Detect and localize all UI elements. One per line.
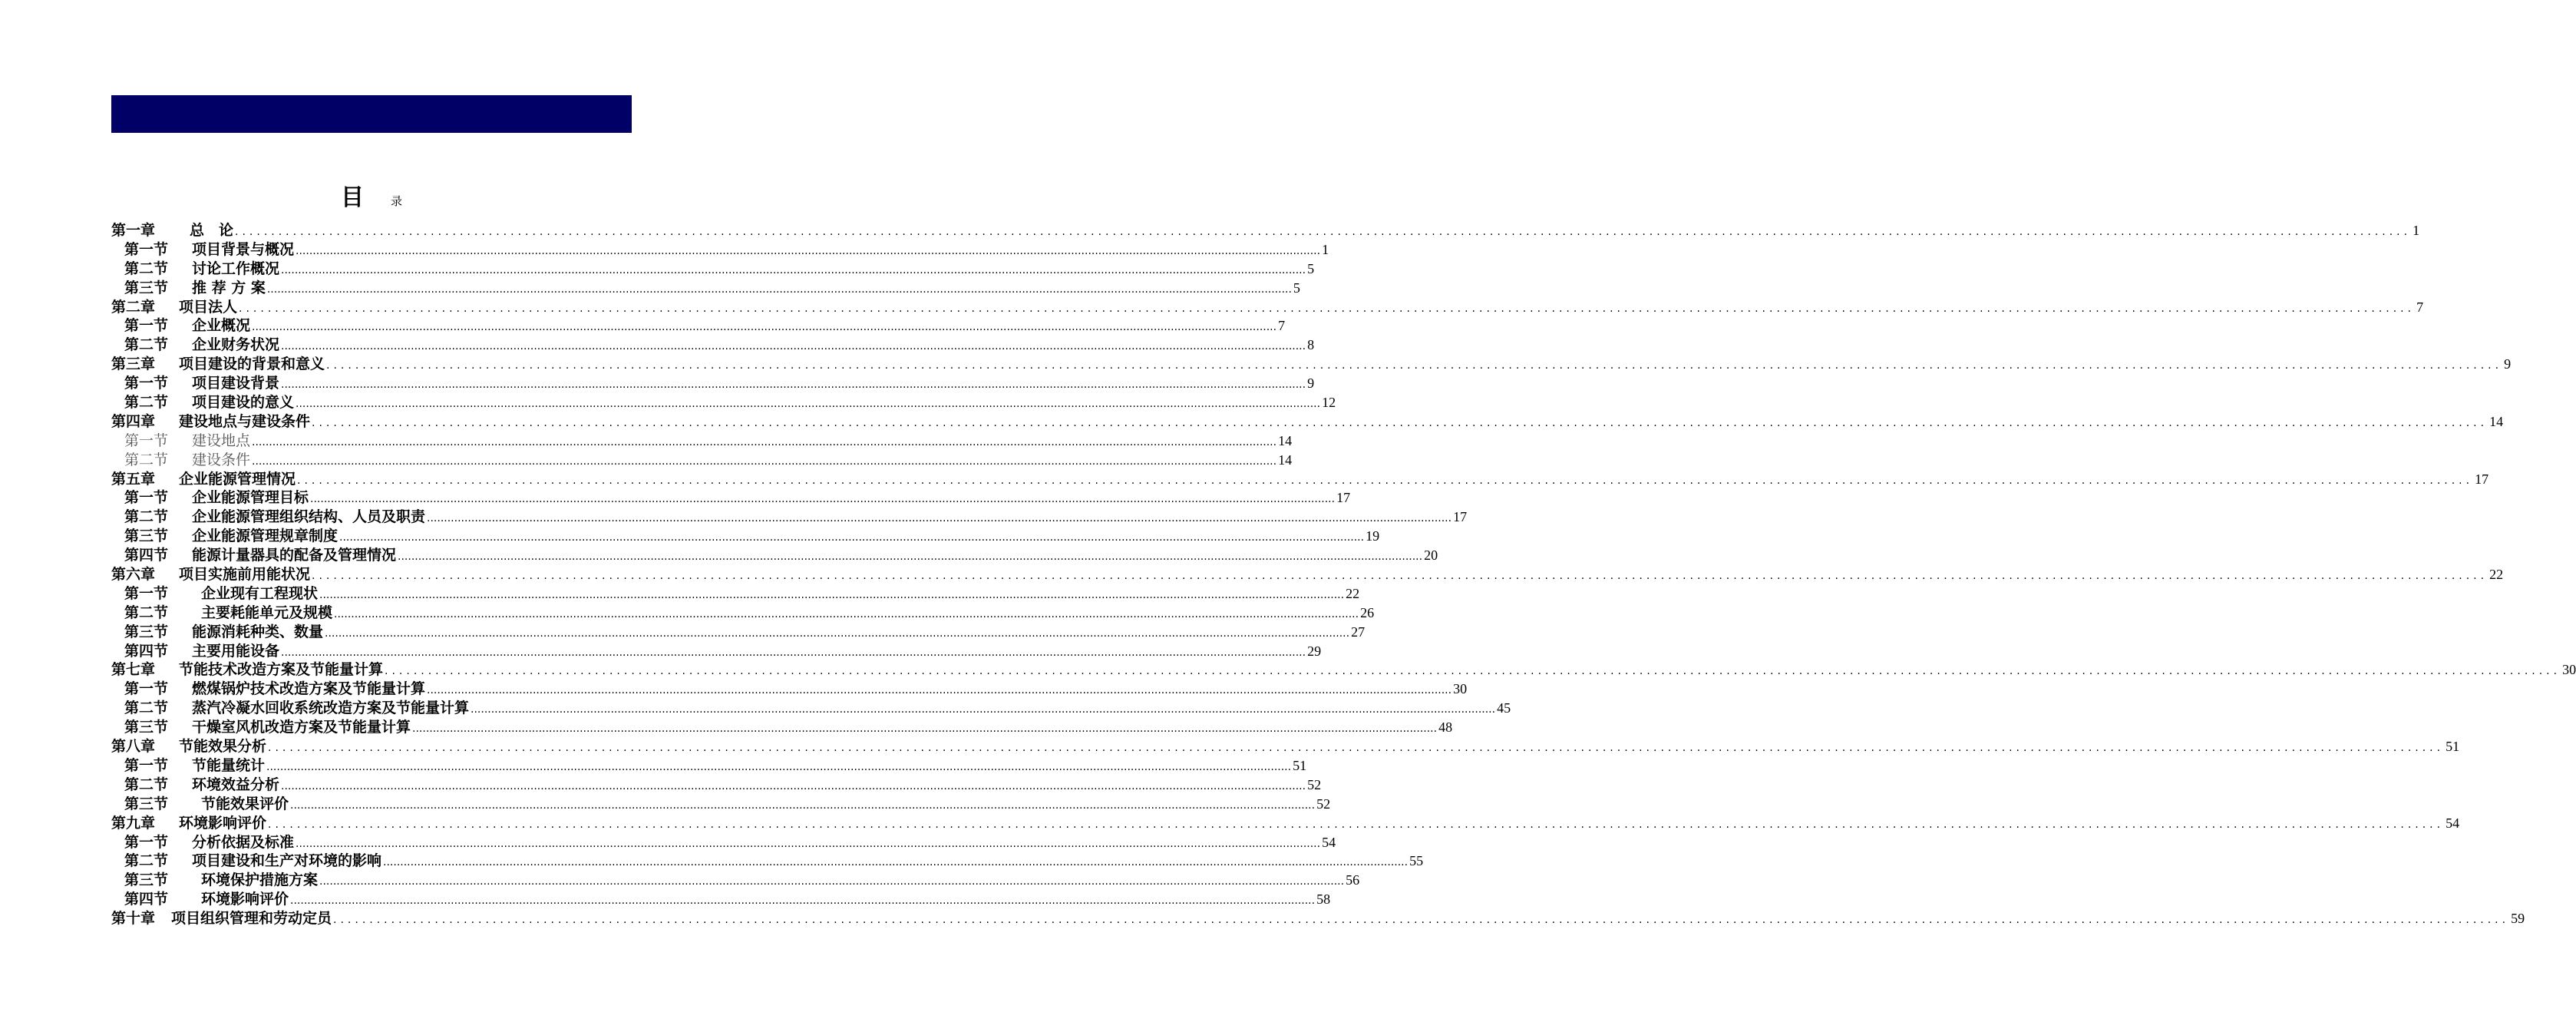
toc-entry-title: 企业能源管理规章制度 xyxy=(192,528,339,545)
toc-dot-leader: ............................................................................................................................................................................................................................................................................................................ xyxy=(427,684,1452,697)
toc-page-number: 14 xyxy=(1278,432,1293,448)
toc-dot-leader: ............................................................................................................................................................................................................................................................................................................ xyxy=(333,914,2510,927)
toc-entry-label xyxy=(111,298,237,317)
toc-entry-number: 第二章 xyxy=(111,298,156,316)
toc-page-number: 27 xyxy=(1351,624,1366,640)
toc-entry-title: 总 论 xyxy=(190,222,234,239)
toc-entry-number: 第五章 xyxy=(111,470,156,488)
toc-dot-leader: ............................................................................................................................................................................................................................................................................................................ xyxy=(385,665,2561,678)
toc-entry-label xyxy=(111,488,309,508)
toc-section-entry[interactable] xyxy=(111,336,1315,355)
toc-page-number: 9 xyxy=(2504,356,2512,372)
toc-section-entry[interactable] xyxy=(111,488,1351,508)
toc-dot-leader: ............................................................................................................................................................................................................................................................................................................ xyxy=(326,359,2503,372)
toc-dot-leader: ............................................................................................................................................................................................................................................................................................................ xyxy=(252,435,1277,448)
toc-section-entry[interactable] xyxy=(111,699,1511,718)
toc-dot-leader: ............................................................................................................................................................................................................................................................................................................ xyxy=(398,551,1423,564)
toc-section-entry[interactable] xyxy=(111,680,1468,699)
toc-page-number: 51 xyxy=(1293,757,1307,773)
toc-entry-title: 干燥室风机改造方案及节能量计算 xyxy=(192,719,411,736)
toc-entry-number: 第三节 xyxy=(124,872,169,889)
toc-entry-number: 第三节 xyxy=(124,623,169,640)
toc-dot-leader: ............................................................................................................................................................................................................................................................................................................ xyxy=(281,263,1306,276)
toc-page-number: 54 xyxy=(2446,815,2460,831)
toc-entry-number: 第三章 xyxy=(111,356,156,373)
toc-page-number: 58 xyxy=(1316,891,1331,908)
toc-dot-leader: ............................................................................................................................................................................................................................................................................................................ xyxy=(252,455,1277,468)
toc-dot-leader: ............................................................................................................................................................................................................................................................................................................ xyxy=(235,226,2412,238)
toc-entry-label xyxy=(111,527,338,546)
toc-entry-number: 第一章 xyxy=(111,222,156,239)
toc-entry-title: 燃煤锅炉技术改造方案及节能量计算 xyxy=(192,680,426,698)
toc-chapter-entry[interactable] xyxy=(111,412,2504,432)
toc-page-number: 17 xyxy=(2475,471,2489,487)
toc-entry-title: 项目建设的背景和意义 xyxy=(179,356,325,373)
toc-entry-number: 第一节 xyxy=(124,833,169,851)
toc-entry-number: 第四节 xyxy=(124,891,169,908)
toc-dot-leader: ............................................................................................................................................................................................................................................................................................................ xyxy=(319,588,1345,601)
toc-entry-title: 企业能源管理情况 xyxy=(179,470,296,488)
toc-entry-number: 第九章 xyxy=(111,814,156,832)
toc-entry-number: 第二节 xyxy=(124,260,169,277)
toc-section-entry[interactable] xyxy=(111,604,1375,623)
toc-entry-number: 第十章 xyxy=(111,910,156,928)
toc-entry-number: 第四节 xyxy=(124,642,169,660)
toc-entry-number: 第二节 xyxy=(124,336,169,354)
toc-entry-label xyxy=(111,699,469,718)
toc-entry-number: 第三节 xyxy=(124,795,169,812)
toc-entry-label xyxy=(111,451,250,470)
toc-dot-leader: ............................................................................................................................................................................................................................................................................................................ xyxy=(325,627,1350,640)
toc-page-number: 19 xyxy=(1366,528,1380,544)
toc-entry-title: 项目建设的意义 xyxy=(192,394,295,412)
toc-page-number: 7 xyxy=(2416,299,2424,315)
toc-section-entry[interactable] xyxy=(111,776,1322,795)
toc-entry-label xyxy=(111,852,381,871)
toc-dot-leader: ............................................................................................................................................................................................................................................................................................................ xyxy=(290,895,1316,908)
toc-entry-title: 建设地点与建设条件 xyxy=(179,412,311,430)
toc-entry-number: 第二节 xyxy=(124,451,169,468)
toc-page-number: 26 xyxy=(1360,604,1375,620)
toc-entry-label xyxy=(111,565,310,584)
toc-dot-leader: ............................................................................................................................................................................................................................................................................................................ xyxy=(412,723,1438,736)
toc-dot-leader: ............................................................................................................................................................................................................................................................................................................ xyxy=(296,244,1321,257)
toc-page-number: 30 xyxy=(1453,681,1468,697)
toc-entry-label xyxy=(111,393,294,412)
toc-dot-leader: ............................................................................................................................................................................................................................................................................................................ xyxy=(290,799,1316,812)
toc-heading-sub: 录 xyxy=(391,194,403,208)
table-of-contents xyxy=(111,221,2576,928)
toc-entry-number: 第二节 xyxy=(124,700,169,717)
toc-entry-label xyxy=(111,737,266,756)
toc-page-number: 1 xyxy=(2413,223,2420,238)
toc-entry-title: 项目建设背景 xyxy=(192,375,280,392)
toc-section-entry[interactable] xyxy=(111,240,1329,260)
toc-heading-main: 目 xyxy=(340,184,364,211)
toc-page-number: 22 xyxy=(2489,567,2504,583)
toc-entry-title: 项目实施前用能状况 xyxy=(179,566,311,584)
toc-dot-leader: ............................................................................................................................................................................................................................................................................................................ xyxy=(281,646,1306,659)
toc-entry-title: 主要耗能单元及规模 xyxy=(201,604,333,621)
toc-dot-leader: ............................................................................................................................................................................................................................................................................................................ xyxy=(281,779,1306,792)
toc-section-entry[interactable] xyxy=(111,642,1322,661)
toc-entry-label xyxy=(111,604,332,623)
toc-page-number: 20 xyxy=(1424,547,1438,564)
toc-page-number: 14 xyxy=(1278,452,1293,468)
toc-page-number: 30 xyxy=(2562,662,2576,678)
toc-entry-label xyxy=(111,374,279,393)
toc-entry-title: 节能技术改造方案及节能量计算 xyxy=(179,661,384,679)
toc-entry-number: 第一节 xyxy=(124,432,169,449)
toc-entry-title: 项目法人 xyxy=(179,298,238,316)
toc-entry-title: 项目背景与概况 xyxy=(192,240,295,258)
toc-entry-label xyxy=(111,680,425,699)
toc-section-entry[interactable] xyxy=(111,316,1286,336)
toc-entry-label xyxy=(111,546,396,565)
toc-page-number: 5 xyxy=(1293,280,1300,296)
toc-section-entry[interactable] xyxy=(111,871,1360,890)
toc-section-entry[interactable] xyxy=(111,546,1438,565)
toc-page-number: 5 xyxy=(1307,260,1315,276)
toc-entry-title: 节能效果分析 xyxy=(179,738,267,756)
toc-section-entry[interactable] xyxy=(111,852,1424,871)
toc-chapter-entry[interactable] xyxy=(111,298,2424,317)
toc-entry-title: 能源计量器具的配备及管理情况 xyxy=(192,547,397,564)
toc-chapter-entry[interactable] xyxy=(111,737,2460,756)
toc-section-entry[interactable] xyxy=(111,527,1380,546)
toc-entry-label xyxy=(111,718,411,737)
toc-dot-leader: ............................................................................................................................................................................................................................................................................................................ xyxy=(312,416,2488,429)
toc-page-number: 12 xyxy=(1322,395,1336,411)
toc-entry-label xyxy=(111,355,325,374)
toc-section-entry[interactable] xyxy=(111,374,1315,393)
toc-entry-title: 环境影响评价 xyxy=(179,814,267,832)
toc-dot-leader: ............................................................................................................................................................................................................................................................................................................ xyxy=(281,340,1306,353)
toc-entry-number: 第六章 xyxy=(111,566,156,584)
toc-section-entry[interactable] xyxy=(111,718,1453,737)
toc-chapter-entry[interactable] xyxy=(111,355,2512,374)
toc-entry-label xyxy=(111,336,279,355)
toc-dot-leader: ............................................................................................................................................................................................................................................................................................................ xyxy=(334,607,1359,620)
toc-page-number: 52 xyxy=(1316,796,1331,812)
toc-entry-label xyxy=(111,623,323,642)
toc-entry-title: 分析依据及标准 xyxy=(192,833,295,851)
toc-entry-number: 第一节 xyxy=(124,489,169,507)
toc-section-entry[interactable] xyxy=(111,260,1315,279)
toc-entry-title: 环境效益分析 xyxy=(192,776,280,793)
toc-entry-title: 主要用能设备 xyxy=(192,642,280,660)
toc-entry-number: 第一节 xyxy=(124,584,169,602)
toc-dot-leader: ............................................................................................................................................................................................................................................................................................................ xyxy=(266,283,1292,296)
toc-entry-label xyxy=(111,642,279,661)
toc-entry-label xyxy=(111,279,266,298)
toc-entry-number: 第二节 xyxy=(124,604,169,621)
toc-page-number: 59 xyxy=(2511,911,2525,927)
toc-entry-number: 第一节 xyxy=(124,240,169,258)
toc-dot-leader: ............................................................................................................................................................................................................................................................................................................ xyxy=(427,512,1452,525)
toc-dot-leader: ............................................................................................................................................................................................................................................................................................................ xyxy=(296,398,1321,411)
toc-dot-leader: ............................................................................................................................................................................................................................................................................................................ xyxy=(312,570,2488,583)
toc-page-number: 14 xyxy=(2489,413,2504,429)
toc-entry-number: 第三节 xyxy=(124,279,169,296)
toc-entry-number: 第四章 xyxy=(111,412,156,430)
toc-entry-title: 企业能源管理目标 xyxy=(192,489,309,507)
toc-entry-label xyxy=(111,584,318,604)
toc-dot-leader: ............................................................................................................................................................................................................................................................................................................ xyxy=(252,321,1277,334)
toc-entry-label xyxy=(111,508,425,527)
toc-section-entry[interactable] xyxy=(111,279,1300,298)
toc-entry-title: 蒸汽冷凝水回收系统改造方案及节能量计算 xyxy=(192,700,470,717)
toc-entry-title: 环境保护措施方案 xyxy=(201,872,319,889)
toc-entry-title: 讨论工作概况 xyxy=(192,260,280,277)
toc-dot-leader: ............................................................................................................................................................................................................................................................................................................ xyxy=(281,379,1306,392)
toc-entry-title: 能源消耗种类、数量 xyxy=(192,623,324,640)
toc-entry-label xyxy=(111,260,279,279)
toc-page-number: 52 xyxy=(1307,776,1322,792)
toc-entry-title: 建设地点 xyxy=(192,432,251,449)
toc-entry-title: 企业财务状况 xyxy=(192,336,280,354)
toc-entry-number: 第一节 xyxy=(124,756,169,774)
toc-entry-label xyxy=(111,221,233,240)
toc-section-entry[interactable] xyxy=(111,833,1336,852)
toc-entry-number: 第一节 xyxy=(124,680,169,698)
toc-entry-title: 项目建设和生产对环境的影响 xyxy=(192,852,382,870)
toc-entry-title: 企业能源管理组织结构、人员及职责 xyxy=(192,508,426,526)
toc-page-number: 8 xyxy=(1307,337,1315,353)
toc-entry-label xyxy=(111,909,332,928)
toc-entry-label xyxy=(111,240,294,260)
toc-entry-label xyxy=(111,316,250,336)
toc-dot-leader: ............................................................................................................................................................................................................................................................................................................ xyxy=(310,493,1336,506)
toc-entry-number: 第三节 xyxy=(124,528,169,545)
toc-page-number: 48 xyxy=(1438,719,1453,736)
toc-page-number: 45 xyxy=(1497,700,1511,716)
toc-dot-leader: ............................................................................................................................................................................................................................................................................................................ xyxy=(297,474,2474,487)
toc-section-entry[interactable] xyxy=(111,451,1293,470)
toc-entry-title: 建设条件 xyxy=(192,451,251,468)
toc-entry-number: 第四节 xyxy=(124,547,169,564)
header-banner xyxy=(111,95,632,133)
toc-entry-title: 节能量统计 xyxy=(192,756,266,774)
toc-page-number: 9 xyxy=(1307,375,1315,392)
toc-dot-leader: ............................................................................................................................................................................................................................................................................................................ xyxy=(339,531,1365,544)
toc-page-number: 1 xyxy=(1322,241,1329,257)
toc-entry-label xyxy=(111,871,318,890)
toc-page-number: 17 xyxy=(1453,509,1468,525)
toc-section-entry[interactable] xyxy=(111,623,1366,642)
toc-chapter-entry[interactable] xyxy=(111,660,2576,680)
toc-entry-number: 第二节 xyxy=(124,508,169,526)
toc-section-entry[interactable] xyxy=(111,432,1293,451)
toc-section-entry[interactable] xyxy=(111,584,1360,604)
toc-entry-label xyxy=(111,890,289,909)
toc-page-number: 29 xyxy=(1307,643,1322,659)
toc-page-number: 22 xyxy=(1346,585,1360,601)
toc-dot-leader: ............................................................................................................................................................................................................................................................................................................ xyxy=(296,837,1321,850)
toc-entry-title: 项目组织管理和劳动定员 xyxy=(171,910,332,928)
toc-entry-label xyxy=(111,432,250,451)
toc-entry-label xyxy=(111,412,310,432)
toc-entry-title: 企业概况 xyxy=(192,317,251,335)
toc-section-entry[interactable] xyxy=(111,890,1331,909)
toc-dot-leader: ............................................................................................................................................................................................................................................................................................................ xyxy=(268,742,2445,755)
toc-entry-title: 推 荐 方 案 xyxy=(192,279,266,296)
toc-dot-leader: ............................................................................................................................................................................................................................................................................................................ xyxy=(383,856,1409,869)
toc-chapter-entry[interactable] xyxy=(111,814,2460,833)
toc-entry-label xyxy=(111,776,279,795)
toc-entry-title: 企业现有工程现状 xyxy=(201,584,319,602)
toc-entry-title: 节能效果评价 xyxy=(201,795,289,812)
toc-entry-number: 第二节 xyxy=(124,852,169,870)
toc-entry-label xyxy=(111,814,266,833)
toc-page-number: 7 xyxy=(1278,318,1286,334)
toc-heading xyxy=(111,178,632,212)
toc-dot-leader: ............................................................................................................................................................................................................................................................................................................ xyxy=(266,760,1292,773)
toc-section-entry[interactable] xyxy=(111,795,1331,814)
toc-page-number: 17 xyxy=(1336,490,1351,506)
toc-entry-number: 第三节 xyxy=(124,719,169,736)
toc-entry-number: 第二节 xyxy=(124,394,169,412)
toc-entry-number: 第二节 xyxy=(124,776,169,793)
toc-entry-label xyxy=(111,795,289,814)
toc-entry-label xyxy=(111,470,296,489)
toc-chapter-entry[interactable] xyxy=(111,909,2525,928)
toc-page-number: 56 xyxy=(1346,872,1360,888)
toc-entry-number: 第七章 xyxy=(111,661,156,679)
toc-section-entry[interactable] xyxy=(111,508,1468,527)
toc-dot-leader: ............................................................................................................................................................................................................................................................................................................ xyxy=(268,818,2445,831)
toc-entry-label xyxy=(111,833,294,852)
toc-chapter-entry[interactable] xyxy=(111,470,2489,489)
toc-entry-number: 第一节 xyxy=(124,317,169,335)
toc-entry-title: 环境影响评价 xyxy=(201,891,289,908)
toc-chapter-entry[interactable] xyxy=(111,221,2420,240)
toc-section-entry[interactable] xyxy=(111,756,1307,776)
toc-page-number: 54 xyxy=(1322,834,1336,850)
toc-entry-label xyxy=(111,660,383,680)
toc-chapter-entry[interactable] xyxy=(111,565,2504,584)
toc-page-number: 55 xyxy=(1409,853,1424,869)
toc-dot-leader: ............................................................................................................................................................................................................................................................................................................ xyxy=(471,703,1496,716)
toc-entry-number: 第一节 xyxy=(124,375,169,392)
toc-entry-number: 第八章 xyxy=(111,738,156,756)
toc-dot-leader: ............................................................................................................................................................................................................................................................................................................ xyxy=(239,302,2416,315)
toc-entry-label xyxy=(111,756,265,776)
toc-page-number: 51 xyxy=(2446,739,2460,755)
toc-dot-leader: ............................................................................................................................................................................................................................................................................................................ xyxy=(319,875,1345,888)
toc-section-entry[interactable] xyxy=(111,393,1336,412)
